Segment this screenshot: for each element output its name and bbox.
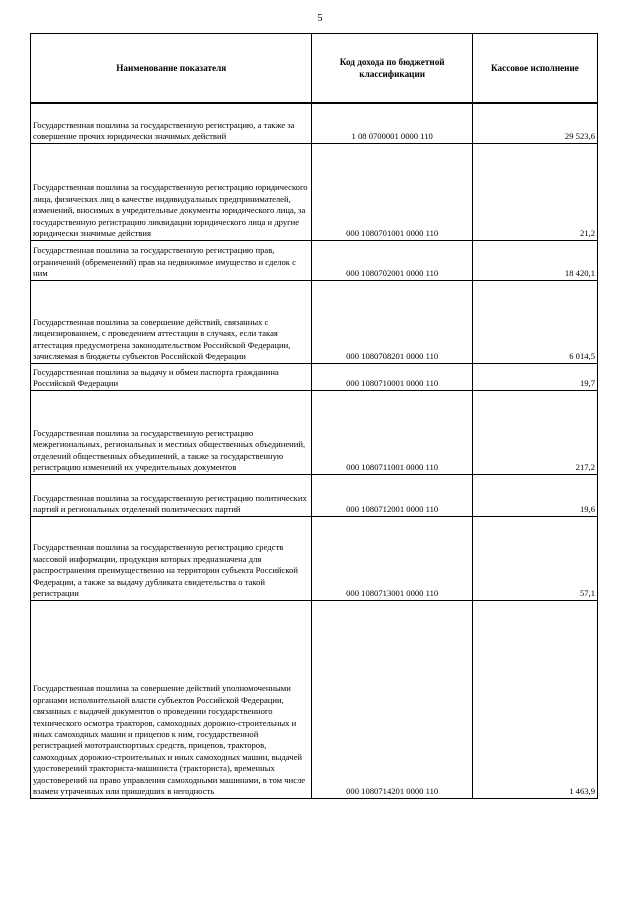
table-row xyxy=(31,103,598,143)
cash-execution-value: 1 463,9 xyxy=(472,600,597,798)
budget-code: 000 1080711001 0000 110 xyxy=(312,390,472,474)
budget-code: 000 1080702001 0000 110 xyxy=(312,240,472,280)
indicator-name: Государственная пошлина за государственную регистрацию межрегиональных, региональных и местных общественных объединений, отделений общественных объединений, а также за государственную регистрацию изменений их учредительных документов xyxy=(31,390,312,474)
indicator-name: Государственная пошлина за государственную регистрацию политических партий и региональных отделений политических партий xyxy=(31,474,312,516)
header-indicator-name: Наименование показателя xyxy=(31,34,312,104)
budget-code: 000 1080713001 0000 110 xyxy=(312,516,472,600)
table-row xyxy=(31,240,598,280)
indicator-name: Государственная пошлина за совершение действий, связанных с лицензированием, с проведением аттестации в случаях, если такая аттестация предусмотрена законодательством Российской Федерации, зачисляемая в бюджеты субъектов Российской Федерации xyxy=(31,280,312,363)
cash-execution-value: 57,1 xyxy=(472,516,597,600)
cash-execution-value: 19,7 xyxy=(472,363,597,390)
budget-code: 000 1080712001 0000 110 xyxy=(312,474,472,516)
table-row xyxy=(31,600,598,798)
table-header-row xyxy=(31,34,598,104)
revenue-table xyxy=(30,33,598,799)
cash-execution-value: 6 014,5 xyxy=(472,280,597,363)
table-row xyxy=(31,143,598,240)
table-row xyxy=(31,390,598,474)
indicator-name: Государственная пошлина за выдачу и обмен паспорта гражданина Российской Федерации xyxy=(31,363,312,390)
budget-code: 000 1080701001 0000 110 xyxy=(312,143,472,240)
indicator-name: Государственная пошлина за государственную регистрацию средств массовой информации, продукция которых предназначена для распространения преимущественно на территории субъекта Российской Федерации, а также за выдачу дубликата свидетельства о такой регистрации xyxy=(31,516,312,600)
page-number: 5 xyxy=(317,13,323,24)
cash-execution-value: 19,6 xyxy=(472,474,597,516)
indicator-name: Государственная пошлина за государственную регистрацию прав, ограничений (обременений) прав на недвижимое имущество и сделок с ним xyxy=(31,240,312,280)
indicator-name: Государственная пошлина за совершение действий уполномоченными органами исполнительной власти субъектов Российской Федерации, связанных с выдачей документов о проведении государственного технического осмотра тракторов, самоходных дорожно-строительных и иных самоходных машин и прицепов к ним, государственной регистрацией мототранспортных средств, прицепов, тракторов, самоходных дорожно-строительных и иных самоходных машин, выдачей удостоверений тракториста-машиниста (тракториста), временных удостоверений на право управления самоходными машинами, в том числе взамен утраченных или пришедших в негодность xyxy=(31,600,312,798)
cash-execution-value: 18 420,1 xyxy=(472,240,597,280)
budget-code: 000 1080714201 0000 110 xyxy=(312,600,472,798)
budget-code: 1 08 0700001 0000 110 xyxy=(312,103,472,143)
table-row xyxy=(31,516,598,600)
table-row xyxy=(31,280,598,363)
indicator-name: Государственная пошлина за государственную регистрацию юридического лица, физических лиц в качестве индивидуальных предпринимателей, изменений, вносимых в учредительные документы юридического лица, за государственную регистрацию ликвидации юридического лица и другие юридически значимые действия xyxy=(31,143,312,240)
cash-execution-value: 21,2 xyxy=(472,143,597,240)
budget-code: 000 1080710001 0000 110 xyxy=(312,363,472,390)
cash-execution-value: 29 523,6 xyxy=(472,103,597,143)
cash-execution-value: 217,2 xyxy=(472,390,597,474)
header-cash-execution: Кассовое исполнение xyxy=(472,34,597,104)
header-budget-code: Код дохода по бюджетной классификации xyxy=(312,34,472,104)
indicator-name: Государственная пошлина за государственную регистрацию, а также за совершение прочих юридически значимых действий xyxy=(31,103,312,143)
table-row xyxy=(31,363,598,390)
table-row xyxy=(31,474,598,516)
budget-code: 000 1080708201 0000 110 xyxy=(312,280,472,363)
